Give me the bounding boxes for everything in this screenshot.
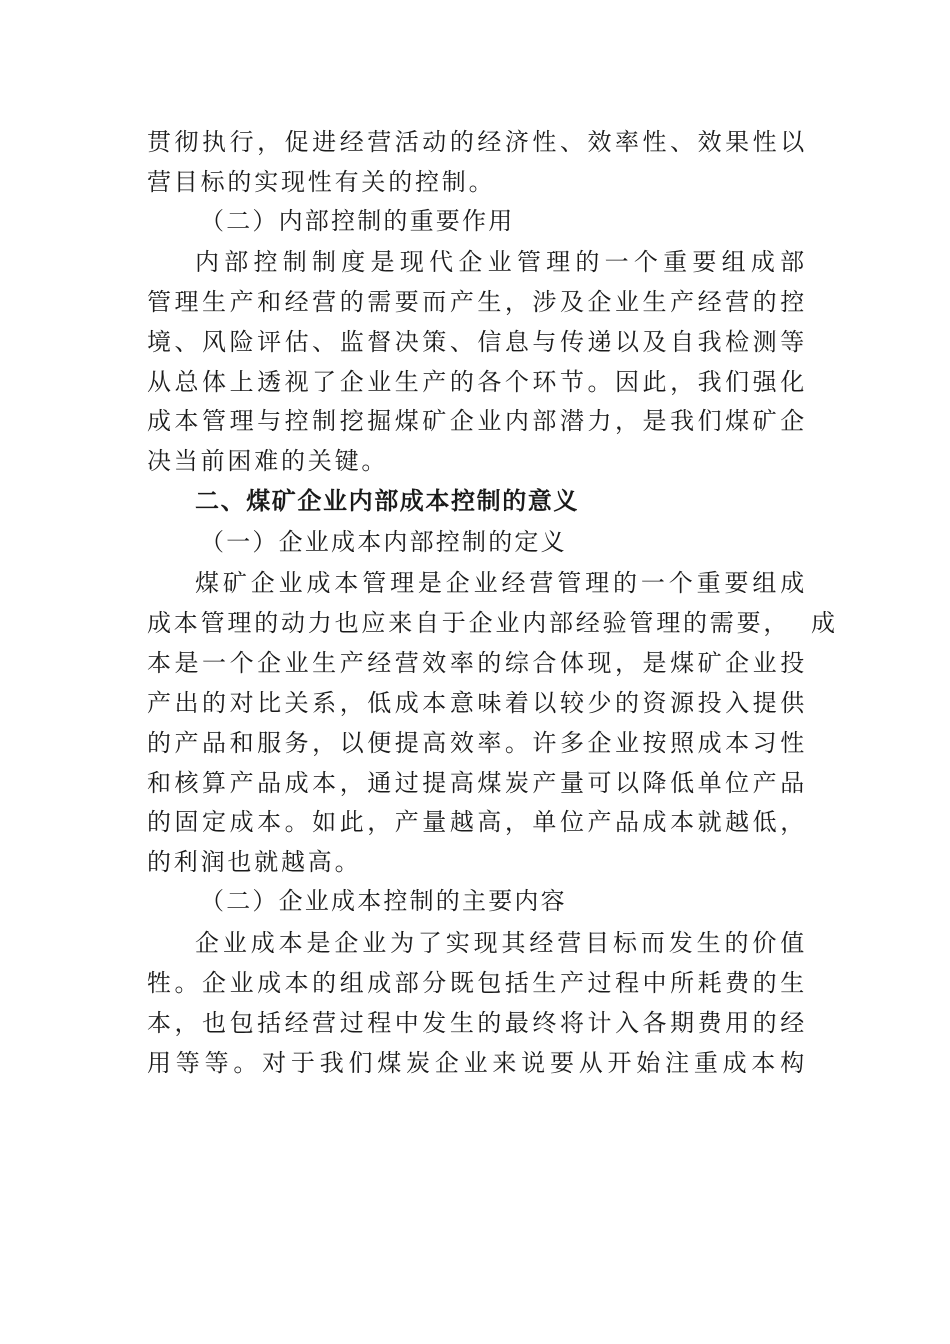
body-line: 的产品和服务，以便提高效率。许多企业按照成本习性 (147, 729, 807, 757)
body-line: 成本管理与控制挖掘煤矿企业内部潜力，是我们煤矿企 (147, 407, 807, 435)
subsection-heading: （一）企业成本内部控制的定义 (200, 528, 567, 556)
subsection-heading: （二）内部控制的重要作用 (200, 207, 515, 235)
section-heading: 二、煤矿企业内部成本控制的意义 (195, 487, 579, 515)
body-line: 营目标的实现性有关的控制。 (147, 168, 496, 196)
subsection-heading: （二）企业成本控制的主要内容 (200, 887, 567, 915)
body-line: 企业成本是企业为了实现其经营目标而发生的价值 (195, 929, 807, 957)
body-line: 用等等。对于我们煤炭企业来说要从开始注重成本构 (147, 1049, 807, 1077)
body-line: 内部控制制度是现代企业管理的一个重要组成部 (195, 248, 807, 276)
body-line: 牲。企业成本的组成部分既包括生产过程中所耗费的生 (147, 969, 807, 997)
body-line: 煤矿企业成本管理是企业经营管理的一个重要组成 (195, 569, 807, 597)
body-line: 决当前困难的关键。 (147, 447, 389, 475)
body-line: 成本管理的动力也应来自于企业内部经验管理的需要， 成 (147, 609, 838, 637)
body-line: 产出的对比关系，低成本意味着以较少的资源投入提供 (147, 689, 807, 717)
body-line: 从总体上透视了企业生产的各个环节。因此，我们强化 (147, 368, 807, 396)
body-line: 管理生产和经营的需要而产生，涉及企业生产经营的控 (147, 288, 807, 316)
body-line: 贯彻执行，促进经营活动的经济性、效率性、效果性以 (147, 128, 807, 156)
body-line: 本，也包括经营过程中发生的最终将计入各期费用的经 (147, 1009, 807, 1037)
body-line: 和核算产品成本，通过提高煤炭产量可以降低单位产品 (147, 769, 807, 797)
body-line: 的利润也就越高。 (147, 848, 362, 876)
body-line: 的固定成本。如此，产量越高，单位产品成本就越低， (147, 808, 807, 836)
body-line: 境、风险评估、监督决策、信息与传递以及自我检测等 (147, 328, 807, 356)
body-line: 本是一个企业生产经营效率的综合体现，是煤矿企业投 (147, 649, 807, 677)
